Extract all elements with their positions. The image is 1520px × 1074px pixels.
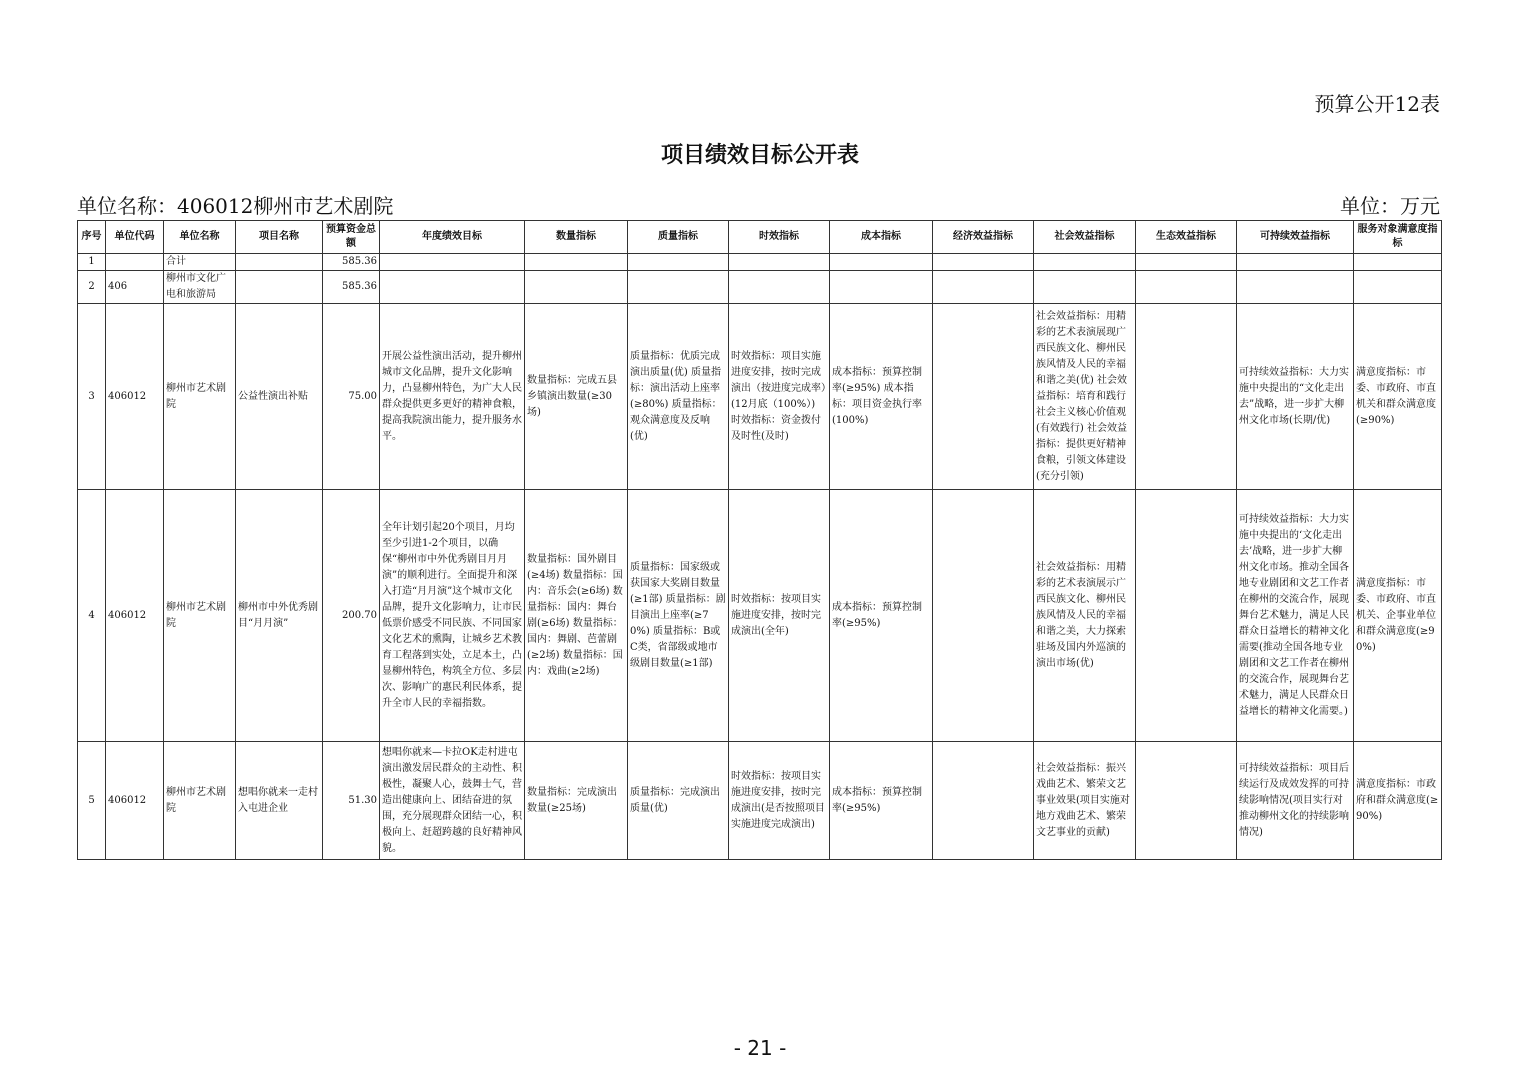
col-header: 单位代码 [106, 221, 164, 254]
table-cell [236, 254, 323, 271]
table-cell: 5 [78, 742, 106, 860]
table-cell [1136, 254, 1237, 271]
table-cell: 社会效益指标：用精彩的艺术表演展示广西民族文化、柳州民族风情及人民的幸福和谐之美，大力探索驻场及国内外巡演的演出市场(优) [1034, 490, 1136, 742]
col-header: 成本指标 [830, 221, 933, 254]
table-cell [1354, 271, 1442, 304]
table-cell: 406012 [106, 304, 164, 490]
table-cell: 满意度指标：市委、市政府、市直机关、企事业单位和群众满意度(≥90%) [1354, 490, 1442, 742]
table-cell: 开展公益性演出活动，提升柳州城市文化品牌，提升文化影响力，凸显柳州特色，为广大人民群众提供更多更好的精神食粮，提高我院演出能力，提升服务水平。 [380, 304, 525, 490]
table-cell: 4 [78, 490, 106, 742]
page-number: - 21 - [733, 1036, 787, 1060]
page-title: 项目绩效目标公开表 [660, 143, 859, 168]
table-row [78, 490, 1442, 742]
table-tag: 预算公开12表 [1314, 92, 1440, 116]
table-cell [1034, 271, 1136, 304]
table-cell: 满意度指标：市政府和群众满意度(≥90%) [1354, 742, 1442, 860]
table-cell: 可持续效益指标：大力实施中央提出的“文化走出去”战略，进一步扩大柳州文化市场(长期/优) [1237, 304, 1354, 490]
table-cell: 1 [78, 254, 106, 271]
table-row [78, 254, 1442, 271]
table-cell [106, 254, 164, 271]
table-cell: 质量指标：完成演出质量(优) [628, 742, 729, 860]
table-cell: 585.36 [323, 271, 380, 304]
table-cell [525, 254, 628, 271]
table-cell: 满意度指标：市委、市政府、市直机关和群众满意度(≥90%) [1354, 304, 1442, 490]
col-header: 经济效益指标 [933, 221, 1034, 254]
col-header: 年度绩效目标 [380, 221, 525, 254]
table-cell: 柳州市艺术剧院 [164, 490, 236, 742]
table-cell: 柳州市中外优秀剧目“月月演” [236, 490, 323, 742]
table-cell: 合计 [164, 254, 236, 271]
table-cell [1136, 271, 1237, 304]
table-cell [1034, 254, 1136, 271]
table-cell [933, 742, 1034, 860]
table-cell: 质量指标：优质完成演出质量(优) 质量指标：演出活动上座率(≥80%) 质量指标：观众满意度及反响(优) [628, 304, 729, 490]
col-header: 数量指标 [525, 221, 628, 254]
unit-line [77, 190, 1440, 219]
table-cell [380, 271, 525, 304]
table-cell: 柳州市艺术剧院 [164, 304, 236, 490]
table-cell [933, 304, 1034, 490]
unit-name: 单位名称：406012柳州市艺术剧院 [77, 194, 394, 218]
table-cell: 时效指标：按项目实施进度安排，按时完成演出(全年) [729, 490, 830, 742]
table-cell: 406012 [106, 490, 164, 742]
table-cell [830, 254, 933, 271]
table-cell [525, 271, 628, 304]
table-cell: 406012 [106, 742, 164, 860]
table-cell [1136, 490, 1237, 742]
table-cell [1237, 254, 1354, 271]
table-cell: 柳州市文化广电和旅游局 [164, 271, 236, 304]
col-header: 项目名称 [236, 221, 323, 254]
table-cell: 406 [106, 271, 164, 304]
col-header: 预算资金总额 [323, 221, 380, 254]
table-cell [1354, 254, 1442, 271]
table-cell: 75.00 [323, 304, 380, 490]
table-cell [628, 271, 729, 304]
table-row [78, 304, 1442, 490]
table-cell [830, 271, 933, 304]
table-cell: 想唱你就来一走村入屯进企业 [236, 742, 323, 860]
table-cell: 成本指标：预算控制率(≥95%) [830, 742, 933, 860]
table-cell [1136, 742, 1237, 860]
currency-unit: 单位：万元 [1340, 194, 1440, 218]
table-cell: 柳州市艺术剧院 [164, 742, 236, 860]
table-cell [236, 271, 323, 304]
table-cell: 想唱你就来—卡拉OK走村进屯演出激发居民群众的主动性、积极性，凝聚人心，鼓舞士气，营造出健康向上、团结奋进的氛围，充分展现群众团结一心，积极向上、赶超跨越的良好精神风貌。 [380, 742, 525, 860]
table-cell [729, 254, 830, 271]
table-cell: 成本指标：预算控制率(≥95%) 成本指标：项目资金执行率(100%) [830, 304, 933, 490]
table-cell [933, 490, 1034, 742]
col-header: 服务对象满意度指标 [1354, 221, 1442, 254]
table-cell [1237, 271, 1354, 304]
table-header-row [78, 221, 1442, 254]
table-cell: 可持续效益指标：项目后续运行及成效发挥的可持续影响情况(项目实行对推动柳州文化的持续影响情况) [1237, 742, 1354, 860]
table-cell [1136, 304, 1237, 490]
table-cell: 数量指标：国外剧目(≥4场) 数量指标：国内：音乐会(≥6场) 数量指标：国内：舞台剧(≥6场) 数量指标：国内：舞剧、芭蕾剧(≥2场) 数量指标：国内：戏曲(≥2场) [525, 490, 628, 742]
col-header: 序号 [78, 221, 106, 254]
table-cell: 时效指标：项目实施进度安排，按时完成演出（按进度完成率）(12月底（100%）) 时效指标：资金拨付及时性(及时) [729, 304, 830, 490]
table-cell [933, 271, 1034, 304]
table-row [78, 742, 1442, 860]
table-cell: 公益性演出补贴 [236, 304, 323, 490]
table-cell [933, 254, 1034, 271]
table-cell: 时效指标：按项目实施进度安排，按时完成演出(是否按照项目实施进度完成演出) [729, 742, 830, 860]
col-header: 单位名称 [164, 221, 236, 254]
table-cell: 社会效益指标：用精彩的艺术表演展现广西民族文化、柳州民族风情及人民的幸福和谐之美(优) 社会效益指标：培育和践行社会主义核心价值观(有效践行) 社会效益指标：提供更好精神食粮，引领文体建设(充分引领) [1034, 304, 1136, 490]
col-header: 生态效益指标 [1136, 221, 1237, 254]
col-header: 质量指标 [628, 221, 729, 254]
table-cell [729, 271, 830, 304]
col-header: 可持续效益指标 [1237, 221, 1354, 254]
table-cell: 社会效益指标：振兴戏曲艺术、繁荣文艺事业效果(项目实施对地方戏曲艺术、繁荣文艺事业的贡献) [1034, 742, 1136, 860]
table-cell: 585.36 [323, 254, 380, 271]
table-cell: 全年计划引起20个项目，月均至少引进1-2个项目，以确保“柳州市中外优秀剧目月月演”的顺利进行。全面提升和深入打造“月月演”这个城市文化品牌，提升文化影响力，让市民低票价感受不同民族、不同国家文化艺术的熏陶，让城乡艺术教育工程落到实处，立足本土，凸显柳州特色，构筑全方位、多层次、影响广的惠民利民体系，提升全市人民的幸福指数。 [380, 490, 525, 742]
col-header: 时效指标 [729, 221, 830, 254]
table-cell [380, 254, 525, 271]
col-header: 社会效益指标 [1034, 221, 1136, 254]
table-cell: 51.30 [323, 742, 380, 860]
table-cell: 200.70 [323, 490, 380, 742]
table-cell: 2 [78, 271, 106, 304]
performance-table [77, 220, 1442, 860]
table-cell: 数量指标：完成五县乡镇演出数量(≥30场) [525, 304, 628, 490]
table-cell: 质量指标：国家级或获国家大奖剧目数量(≥1部) 质量指标：剧目演出上座率(≥70%) 质量指标：B或C类，省部级或地市级剧目数量(≥1部) [628, 490, 729, 742]
table-cell: 3 [78, 304, 106, 490]
table-cell: 可持续效益指标：大力实施中央提出的‘文化走出去’战略，进一步扩大柳州文化市场。推动全国各地专业剧团和文艺工作者在柳州的交流合作，展现舞台艺术魅力，满足人民群众日益增长的精神文化需要(推动全国各地专业剧团和文艺工作者在柳州的交流合作，展现舞台艺术魅力，满足人民群众日益增长的精神文化需要。) [1237, 490, 1354, 742]
table-row [78, 271, 1442, 304]
table-cell [628, 254, 729, 271]
table-cell: 数量指标：完成演出数量(≥25场) [525, 742, 628, 860]
table-cell: 成本指标：预算控制率(≥95%) [830, 490, 933, 742]
